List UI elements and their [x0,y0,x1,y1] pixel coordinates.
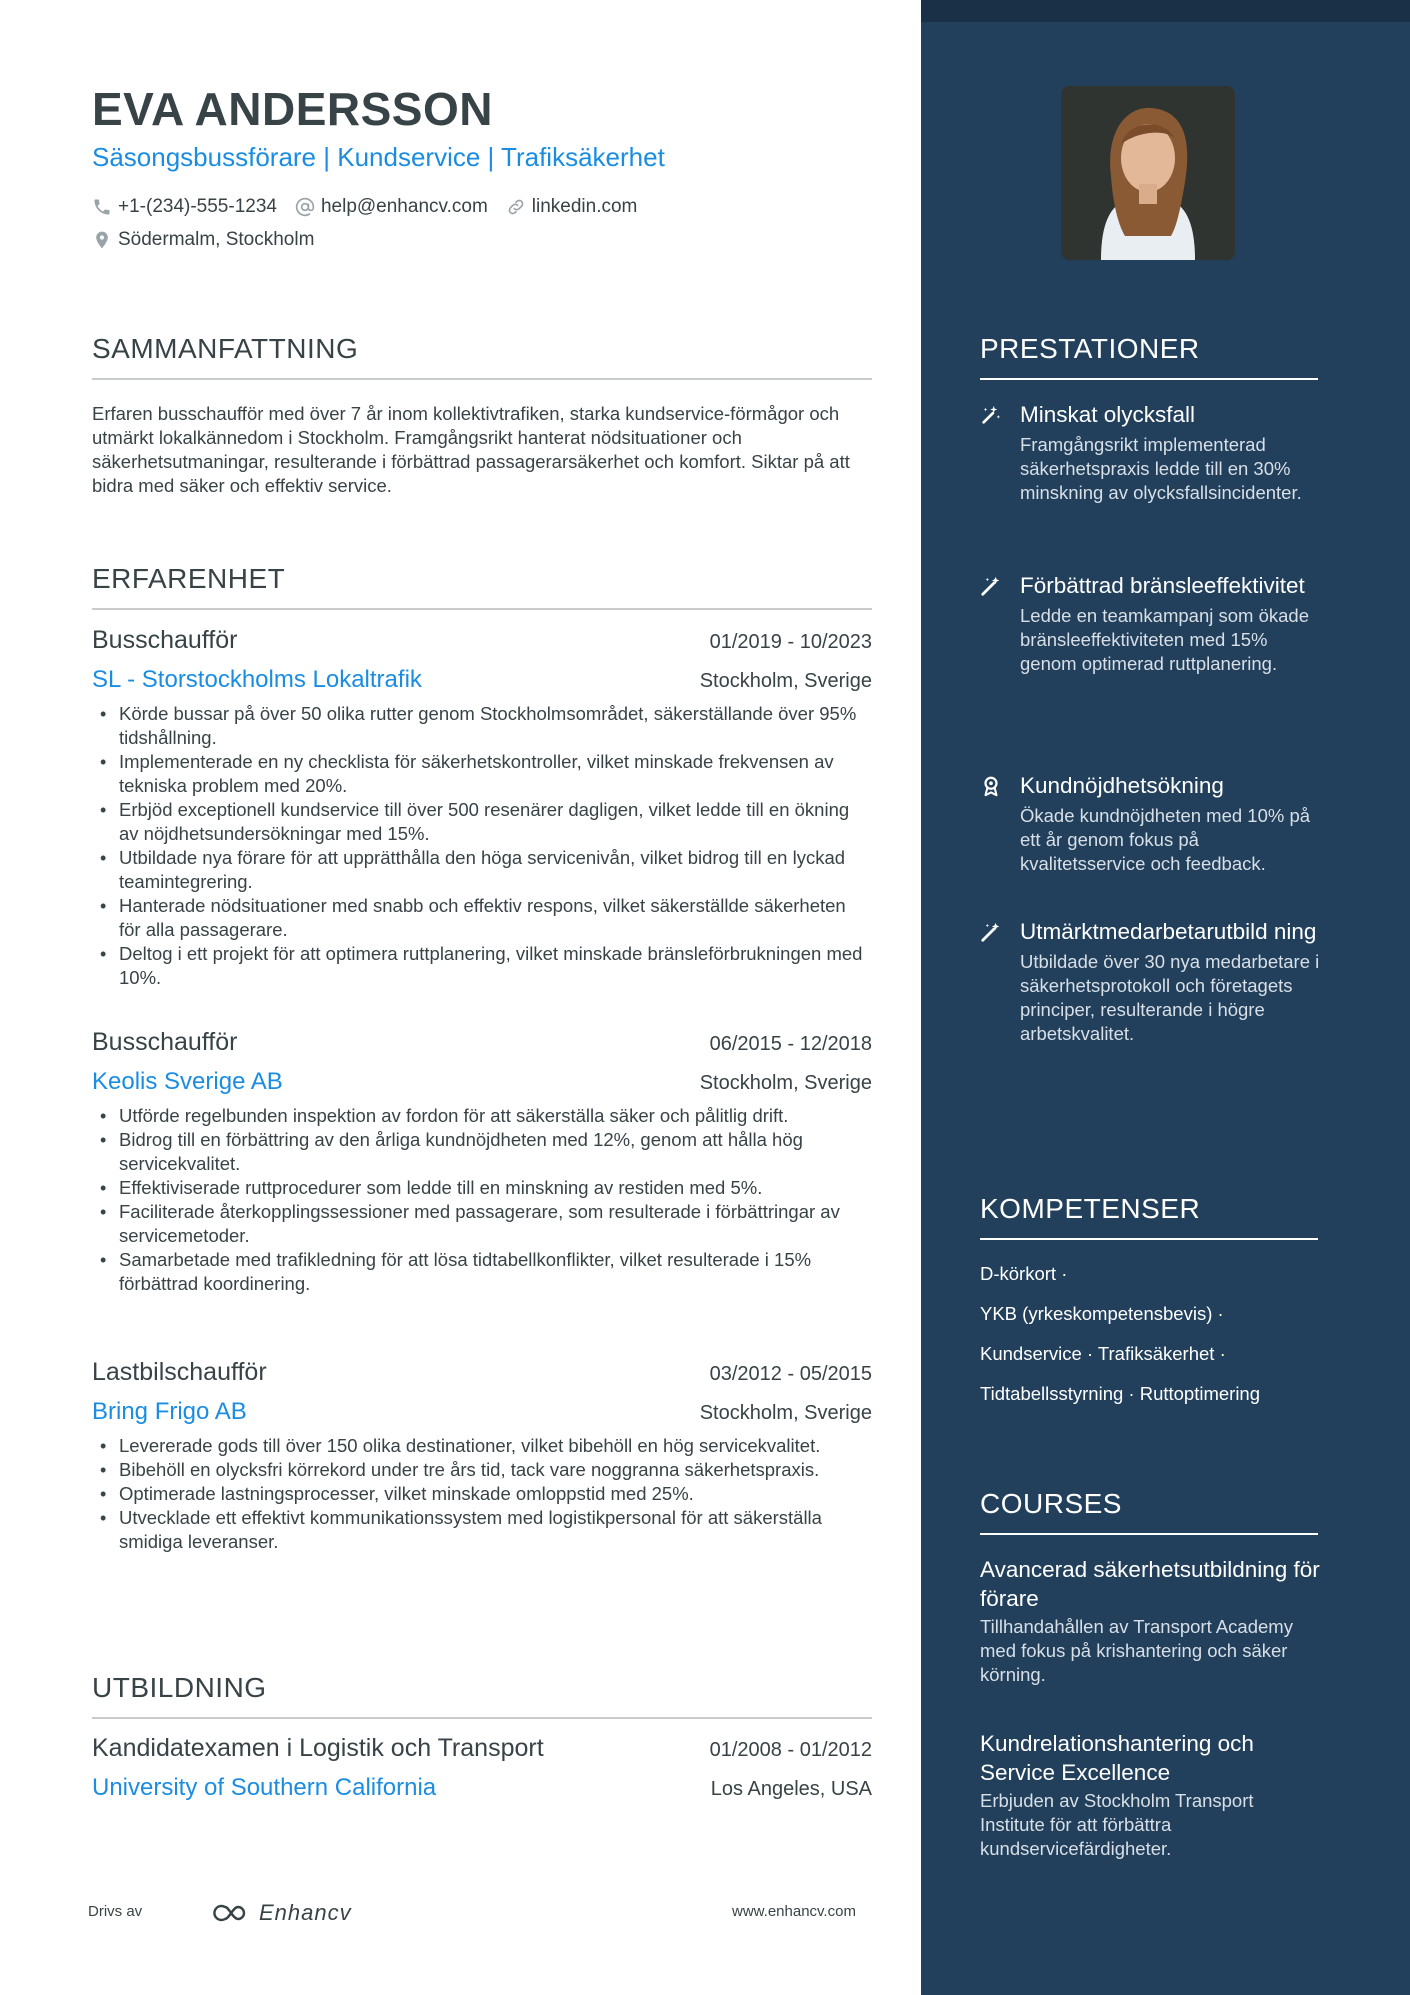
footer-powered-by: Drivs av [88,1903,143,1920]
job-bullet: • Effektiviserade ruttprocedurer som ledde till en minskning av restiden med 5%. [92,1176,872,1200]
magic-wand-icon [980,575,1002,597]
skills-title: KOMPETENSER [980,1193,1201,1224]
location-pin-icon [92,230,112,250]
job-dates: 03/2012 - 05/2015 [709,1363,872,1385]
job-title: Busschaufför [92,626,238,654]
job-bullet: • Bidrog till en förbättring av den årliga kundnöjdheten med 12%, genom att hålla hög servicekvalitet. [92,1128,872,1176]
job-location: Stockholm, Sverige [699,670,872,692]
job-bullets [92,702,872,990]
profile-photo [1061,86,1235,260]
course-desc: Tillhandahållen av Transport Academy med fokus på krishantering och säker körning. [980,1616,1293,1685]
candidate-name: EVA ANDERSSON [92,83,493,135]
job-company: Keolis Sverige AB [92,1068,283,1095]
job-bullet: • Utvecklade ett effektivt kommunikationssystem med logistikpersonal för att säkerställa smidiga leveranser. [92,1506,872,1554]
course-item [980,1729,1320,1861]
job-bullet: • Faciliterade återkopplingssessioner med passagerare, som resulterade i förbättringar av servicemetoder. [92,1200,872,1248]
brand-name: Enhancv [259,1900,352,1925]
course-item [980,1555,1320,1687]
contact-email[interactable] [295,196,488,218]
education-entry [92,1734,872,1808]
contact-link[interactable] [506,196,638,218]
achievement-desc: Ledde en teamkampanj som ökade bränsleeffektiviteten med 15% genom optimerad ruttplanering. [1020,605,1309,674]
education-divider [92,1717,872,1719]
contact-location [92,229,314,251]
phone-icon [92,197,112,217]
course-title: Kundrelationshantering och Service Excellence [980,1731,1254,1785]
achievements-divider [980,378,1318,380]
job-company: Bring Frigo AB [92,1398,247,1425]
link-icon [506,197,526,217]
courses-title: COURSES [980,1488,1122,1519]
portrait-image [1061,86,1235,260]
phone-text: +1-(234)-555-1234 [118,196,277,217]
summary-text: Erfaren busschaufför med över 7 år inom kollektivtrafiken, starka kundservice-förmågor och utmärkt lokalkännedom i Stockholm. Framgångsrikt hanterat nödsituationer och säkerhetsutmaningar, resulterande i förbättrad passagerarsäkerhet och komfort. Siktar på att bidra med säker och effektiv service. [92,403,850,496]
achievement-desc: Framgångsrikt implementerad säkerhetspraxis ledde till en 30% minskning av olycksfallsincidenter. [1020,434,1302,503]
skill-line: Kundservice · Trafiksäkerhet · [980,1343,1226,1364]
achievement-title: Minskat olycksfall [1020,402,1196,427]
school: University of Southern California [92,1774,437,1801]
contact-phone [92,196,277,218]
job-bullet: • Utbildade nya förare för att upprätthålla den höga servicenivån, vilket bidrog till en lyckad teamintegrering. [92,846,872,894]
job-entry [92,1358,872,1554]
degree: Kandidatexamen i Logistik och Transport [92,1734,544,1762]
experience-divider [92,608,872,610]
course-desc: Erbjuden av Stockholm Transport Institute för att förbättra kundservicefärdigheter. [980,1790,1254,1859]
job-bullet: • Implementerade en ny checklista för säkerhetskontroller, vilket minskade frekvensen av tekniska problem med 20%. [92,750,872,798]
achievement-title: Kundnöjdhetsökning [1020,773,1224,798]
experience-title: ERFARENHET [92,563,286,594]
skills-divider [980,1238,1318,1240]
award-ribbon-icon [980,775,1002,797]
skill-line: D-körkort · [980,1263,1068,1284]
job-entry [92,626,872,990]
job-bullet: • Samarbetade med trafikledning för att lösa tidtabellkonflikter, vilket resulterade i 15% förbättrad koordinering. [92,1248,872,1296]
job-bullet: • Körde bussar på över 50 olika rutter genom Stockholmsområdet, säkerställande över 95% tidshållning. [92,702,872,750]
summary-divider [92,378,872,380]
magic-wand-icon [980,921,1002,943]
courses-divider [980,1533,1318,1535]
achievements-title: PRESTATIONER [980,333,1200,364]
job-bullet: • Erbjöd exceptionell kundservice till över 500 resenärer dagligen, vilket ledde till en ökning av nöjdhetsundersökningar med 15%. [92,798,872,846]
contact-row [92,196,655,218]
summary-title: SAMMANFATTNING [92,333,359,364]
job-bullet: • Optimerade lastningsprocesser, vilket minskade omloppstid med 25%. [92,1482,872,1506]
job-bullet: • Hanterade nödsituationer med snabb och effektiv respons, vilket säkerställde säkerheten för alla passagerare. [92,894,872,942]
job-bullet: • Levererade gods till över 150 olika destinationer, vilket bibehöll en hög servicekvalitet. [92,1434,872,1458]
job-bullet: • Bibehöll en olycksfri körrekord under tre års tid, tack vare noggranna säkerhetspraxis. [92,1458,872,1482]
achievement-title: Utmärktmedarbetarutbild ning [1020,919,1317,944]
education-dates: 01/2008 - 01/2012 [709,1739,872,1761]
job-bullet: • Utförde regelbunden inspektion av fordon för att säkerställa säker och pålitlig drift. [92,1104,872,1128]
sidebar-top-bar [921,0,1410,22]
achievement-desc: Ökade kundnöjdheten med 10% på ett år genom fokus på kvalitetsservice och feedback. [1020,805,1311,874]
achievement-item [980,917,1320,1046]
job-bullets [92,1104,872,1296]
magic-wand-sparkle-icon [980,404,1002,426]
job-location: Stockholm, Sverige [699,1402,872,1424]
email-text[interactable]: help@enhancv.com [320,196,488,217]
footer-url[interactable]: www.enhancv.com [732,1903,856,1920]
achievement-item [980,571,1320,676]
at-icon [295,197,315,217]
job-title: Lastbilschaufför [92,1358,267,1386]
job-title: Busschaufför [92,1028,238,1056]
footer-brand[interactable] [207,1900,352,1926]
achievement-item [980,771,1320,876]
achievement-title: Förbättrad bränsleeffektivitet [1020,573,1305,598]
skill-line: Tidtabellsstyrning · Ruttoptimering [980,1383,1261,1404]
job-dates: 01/2019 - 10/2023 [709,631,872,653]
job-location: Stockholm, Sverige [699,1072,872,1094]
job-entry [92,1028,872,1296]
job-bullets [92,1434,872,1554]
education-location: Los Angeles, USA [710,1778,872,1800]
enhancv-logo-icon [207,1901,255,1925]
education-title: UTBILDNING [92,1672,267,1703]
link-text[interactable]: linkedin.com [531,196,638,217]
location-text: Södermalm, Stockholm [118,229,315,250]
headline: Säsongsbussförare | Kundservice | Trafiksäkerhet [92,142,665,172]
achievement-desc: Utbildade över 30 nya medarbetare i säkerhetsprotokoll och företagets principer, resulterande i högre arbetskvalitet. [1020,951,1320,1044]
job-dates: 06/2015 - 12/2018 [709,1033,872,1055]
location-row [92,229,332,251]
job-company: SL - Storstockholms Lokaltrafik [92,666,422,693]
skills-list [980,1262,1320,1422]
course-title: Avancerad säkerhetsutbildning för förare [980,1557,1320,1611]
skill-line: YKB (yrkeskompetensbevis) · [980,1303,1224,1324]
job-bullet: • Deltog i ett projekt för att optimera ruttplanering, vilket minskade bränsleförbrukningen med 10%. [92,942,872,990]
achievement-item [980,400,1320,505]
